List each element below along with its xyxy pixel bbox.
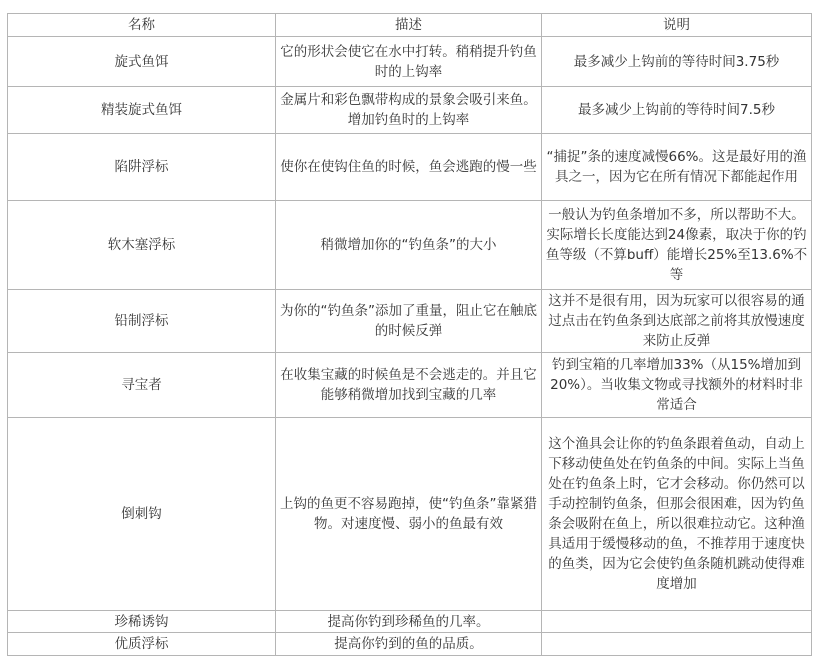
tackle-description: 稍微增加你的“钓鱼条”的大小 <box>276 201 542 290</box>
header-description: 描述 <box>276 14 542 37</box>
tackle-description: 在收集宝藏的时候鱼是不会逃走的。并且它能够稍微增加找到宝藏的几率 <box>276 353 542 418</box>
tackle-name: 铅制浮标 <box>8 290 276 353</box>
tackle-name: 精装旋式鱼饵 <box>8 87 276 134</box>
tackle-notes <box>542 611 812 633</box>
tackle-description: 提高你钓到珍稀鱼的几率。 <box>276 611 542 633</box>
tackle-notes: 最多减少上钩前的等待时间3.75秒 <box>542 37 812 87</box>
table-row <box>8 201 812 290</box>
table-row <box>8 134 812 201</box>
header-row <box>8 14 812 37</box>
tackle-name: 寻宝者 <box>8 353 276 418</box>
tackle-name: 倒刺钩 <box>8 418 276 611</box>
table-row <box>8 353 812 418</box>
tackle-name: 软木塞浮标 <box>8 201 276 290</box>
tackle-description: 为你的“钓鱼条”添加了重量，阻止它在触底的时候反弹 <box>276 290 542 353</box>
tackle-notes: 钓到宝箱的几率增加33%（从15%增加到20%）。当收集文物或寻找额外的材料时非常适合 <box>542 353 812 418</box>
table-row <box>8 633 812 656</box>
tackle-description: 上钩的鱼更不容易跑掉，使“钓鱼条”靠紧猎物。对速度慢、弱小的鱼最有效 <box>276 418 542 611</box>
table-row <box>8 87 812 134</box>
table-row <box>8 37 812 87</box>
tackle-notes: 最多减少上钩前的等待时间7.5秒 <box>542 87 812 134</box>
table-row <box>8 290 812 353</box>
tackle-notes: “捕捉”条的速度减慢66%。这是最好用的渔具之一，因为它在所有情况下都能起作用 <box>542 134 812 201</box>
tackle-description: 提高你钓到的鱼的品质。 <box>276 633 542 656</box>
table-row <box>8 418 812 611</box>
tackle-description: 金属片和彩色飘带构成的景象会吸引来鱼。增加钓鱼时的上钩率 <box>276 87 542 134</box>
tackle-name: 珍稀诱钩 <box>8 611 276 633</box>
tackle-notes: 一般认为钓鱼条增加不多，所以帮助不大。实际增长长度能达到24像素，取决于你的钓鱼等级（不算buff）能增长25%至13.6%不等 <box>542 201 812 290</box>
tackle-name: 陷阱浮标 <box>8 134 276 201</box>
tackle-table <box>7 13 812 656</box>
tackle-notes <box>542 633 812 656</box>
header-notes: 说明 <box>542 14 812 37</box>
tackle-name: 优质浮标 <box>8 633 276 656</box>
tackle-description: 使你在使钩住鱼的时候，鱼会逃跑的慢一些 <box>276 134 542 201</box>
tackle-notes: 这个渔具会让你的钓鱼条跟着鱼动，自动上下移动使鱼处在钓鱼条的中间。实际上当鱼处在钓鱼条上时，它才会移动。你仍然可以手动控制钓鱼条，但那会很困难，因为钓鱼条会吸附在鱼上，所以很难拉动它。这种渔具适用于缓慢移动的鱼，不推荐用于速度快的鱼类，因为它会使钓鱼条随机跳动使得难度增加 <box>542 418 812 611</box>
table-row <box>8 611 812 633</box>
tackle-name: 旋式鱼饵 <box>8 37 276 87</box>
tackle-description: 它的形状会使它在水中打转。稍稍提升钓鱼时的上钩率 <box>276 37 542 87</box>
header-name: 名称 <box>8 14 276 37</box>
tackle-notes: 这并不是很有用，因为玩家可以很容易的通过点击在钓鱼条到达底部之前将其放慢速度来防止反弹 <box>542 290 812 353</box>
